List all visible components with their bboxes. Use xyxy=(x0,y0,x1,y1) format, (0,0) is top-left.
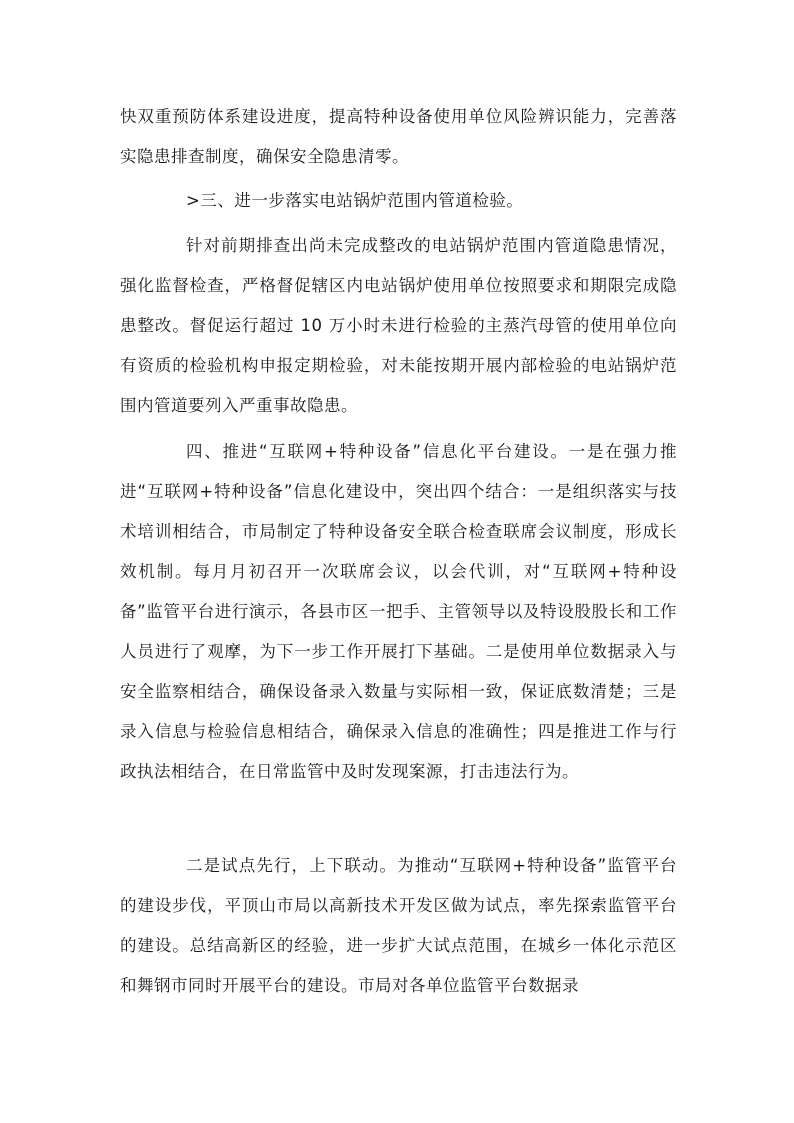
paragraph-internet-platform: 四、推进“互联网+特种设备”信息化平台建设。一是在强力推进“互联网+特种设备”信息化建设中，突出四个结合：一是组织落实与技术培训相结合，市局制定了特种设备安全联合检查联席会议制度，形成长效机制。每月月初召开一次联席会议，以会代训，对“互联网+特种设备”监管平台进行演示，各县市区一把手、主管领导以及特设股股长和工作人员进行了观摩，为下一步工作开展打下基础。二是使用单位数据录入与安全监察相结合，确保设备录入数量与实际相一致，保证底数清楚；三是录入信息与检验信息相结合，确保录入信息的准确性；四是推进工作与行政执法相结合，在日常监管中及时发现案源，打击违法行为。 xyxy=(120,442,677,781)
paragraph-pilot-first: 二是试点先行，上下联动。为推动“互联网+特种设备”监管平台的建设步伐，平顶山市局以高新技术开发区做为试点，率先探索监管平台的建设。总结高新区的经验，进一步扩大试点范围，在城乡一体化示范区和舞钢市同时开展平台的建设。市局对各单位监管平台数据录 xyxy=(120,856,677,995)
paragraph-continuation: 快双重预防体系建设进度，提高特种设备使用单位风险辨识能力，完善落实隐患排查制度，确保安全隐患清零。 xyxy=(120,107,677,166)
paragraph-pipeline-inspection: 针对前期排查出尚未完成整改的电站锅炉范围内管道隐患情况，强化监督检查，严格督促辖区内电站锅炉使用单位按照要求和期限完成隐患整改。督促运行超过 10 万小时未进行检验的主蒸汽母管的使用单位向有资质的检验机构申报定期检验，对未能按期开展内部检验的电站锅炉范围内管道要列入严重事故隐患。 xyxy=(120,236,677,415)
section-heading-three: >三、进一步落实电站锅炉范围内管道检验。 xyxy=(186,191,524,210)
